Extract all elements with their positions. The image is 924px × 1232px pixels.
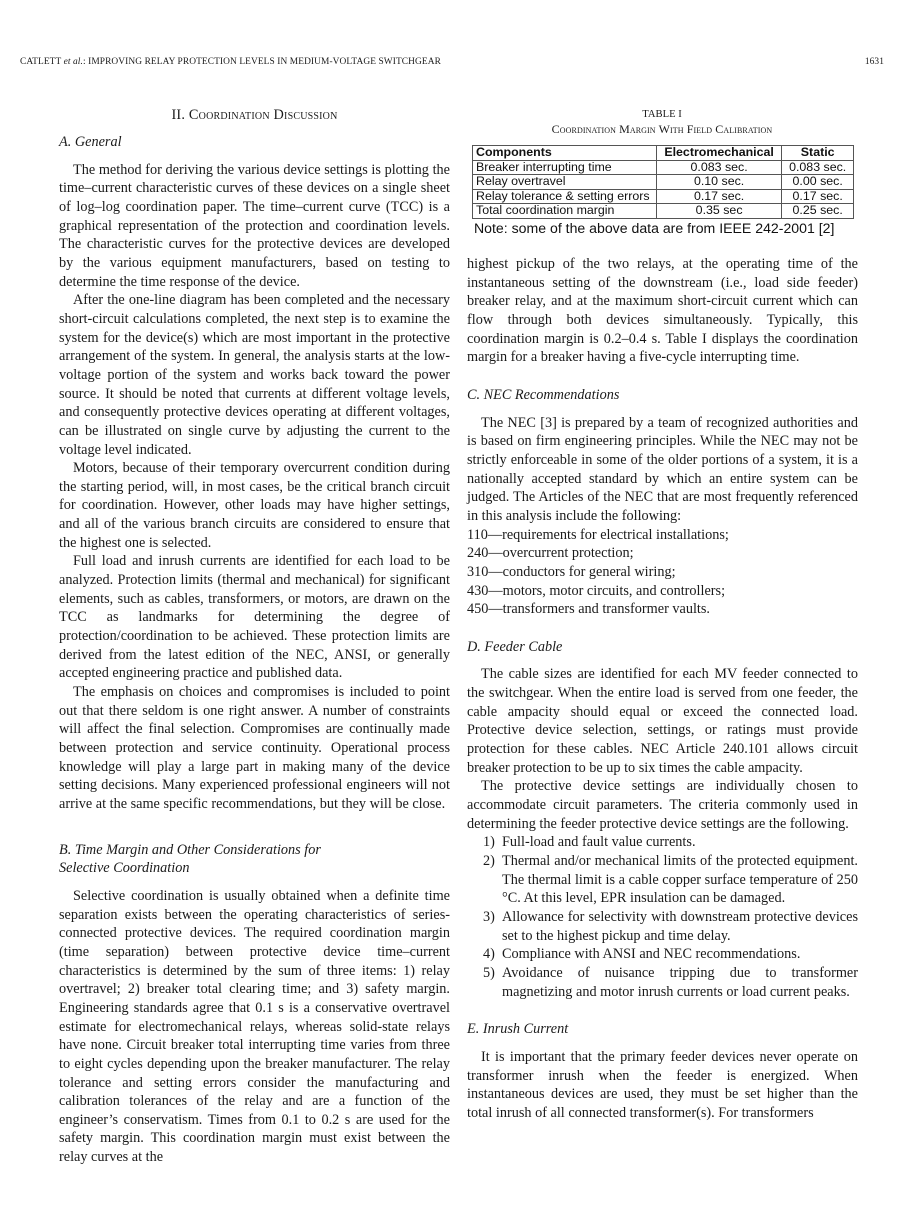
list-item: 1) Full-load and fault value currents. xyxy=(483,834,696,851)
paragraph: The NEC [3] is prepared by a team of recognized authorities and is based on firm engineering principles. While the NEC may not be strictly enforceable in some of the older portions of a system, it is a nationally accepted standard by which an entire system can be judged. The Articles of the NEC that are most frequently referenced in this analysis include the following: xyxy=(467,414,858,524)
paragraph: Full load and inrush currents are identified for each load to be analyzed. Protection limits (thermal and mechanical) for significant elements, such as cables, transformers, or motors, are drawn on the TCC as landmarks for determining the degree of protection/coordination to be achieved. These protection limits are derived from the latest edition of the NEC, ANSI, or generally accepted engineering practice and published data. xyxy=(59,553,450,682)
list-item: 4) Compliance with ANSI and NEC recommendations. xyxy=(483,946,801,963)
list-item: 310—conductors for general wiring; xyxy=(467,563,676,580)
list-item: 110—requirements for electrical installations; xyxy=(467,526,729,543)
paragraph: Motors, because of their temporary overcurrent condition during the starting period, will, in most cases, be the critical branch circuit for coordination. However, other loads may have higher settings, and all of the various branch circuits are considered to ensure that the highest one is selected. xyxy=(59,460,450,551)
right-column xyxy=(467,255,858,1123)
column-header-static: Static xyxy=(782,146,854,161)
list-item: 5) Avoidance of nuisance tripping due to transformer magnetizing and motor inrush currents or load current peaks. xyxy=(483,964,858,1000)
subsection-heading-general: A. General xyxy=(59,134,122,150)
table-cell: 0.25 sec. xyxy=(782,204,854,219)
paragraph: It is important that the primary feeder devices never operate on transformer inrush when the feeder is energized. When instantaneous devices are used, they must be set higher than the total inrush of all connected transformer(s). For transformers xyxy=(467,1048,858,1121)
paragraph: The emphasis on choices and compromises is included to point out that there seldom is one right answer. A number of constraints will affect the final selection. Compromises are continually made between protection and service continuity. Operational process knowledge will play a large part in making many of the device setting decisions. Many experienced professional engineers will not arrive at the same specific recommendations, but they will be close. xyxy=(59,684,450,812)
table-cell: 0.10 sec. xyxy=(656,175,782,190)
list-item: 430—motors, motor circuits, and controllers; xyxy=(467,582,726,599)
et-al: et al. xyxy=(63,57,83,67)
paragraph-continuation: highest pickup of the two relays, at the operating time of the instantaneous setting of the downstream (i.e., load side feeder) breaker relay, and at the maximum short-circuit current which can flow through both devices simultaneously. Typically, this coordination margin is 0.2–0.4 s. Table I displays the coordination margin for a breaker having a five-cycle interrupting time. xyxy=(467,256,858,366)
running-head-title: CATLETT et al.: IMPROVING RELAY PROTECTION LEVELS IN MEDIUM-VOLTAGE SWITCHGEAR xyxy=(20,57,441,67)
table-cell: 0.083 sec. xyxy=(782,160,854,175)
paragraph: After the one-line diagram has been completed and the necessary short-circuit calculations completed, the next step is to examine the system for the device(s) which are most important in the protective arrangement of the system. In general, the analysis starts at the low-voltage portion of the system and works back toward the power source. It should be noted that currents at different voltage levels, and consequently protective devices operating at different voltages, can be illustrated on single curve by adjusting the current to the voltage level indicated. xyxy=(59,292,450,458)
table-cell: Relay overtravel xyxy=(473,175,657,190)
column-header-components: Components xyxy=(473,146,657,161)
table-cell: 0.17 sec. xyxy=(656,189,782,204)
paragraph: The cable sizes are identified for each MV feeder connected to the switchgear. When the entire load is served from one feeder, the cable ampacity should equal or exceed the connected load. Protective device selection, settings, or ratings must provide protection for these cables. NEC Article 240.101 allows circuit breaker protection to be up to six times the cable ampacity. xyxy=(467,666,858,776)
nec-articles-list xyxy=(467,526,858,619)
left-column xyxy=(59,106,450,1167)
table-row xyxy=(473,160,854,175)
section-title: II. Coordination Discussion xyxy=(171,107,338,123)
table-cell: Total coordination margin xyxy=(473,204,657,219)
paragraph: The protective device settings are individually chosen to accommodate circuit parameters. The criteria commonly used in determining the feeder protective device settings are the following. xyxy=(467,778,858,832)
paragraph: The method for deriving the various device settings is plotting the time–current characteristic curves of these devices on a single sheet of log–log coordination paper. The time–current curve (TCC) is a graphical representation of the protection and coordination levels. The characteristic curves for the protective devices are developed by the various equipment manufacturers, based on testing to determine the time response of the device. xyxy=(59,161,450,290)
subsection-heading-feeder-cable: D. Feeder Cable xyxy=(467,638,563,655)
table-label: TABLE I xyxy=(642,109,682,120)
table-note: Note: some of the above data are from IEEE 242-2001 [2] xyxy=(474,220,835,236)
table-header-row xyxy=(473,146,854,161)
column-header-electromechanical: Electromechanical xyxy=(656,146,782,161)
list-item: 240—overcurrent protection; xyxy=(467,545,634,562)
coordination-margin-table xyxy=(472,145,854,219)
table-cell: 0.00 sec. xyxy=(782,175,854,190)
table-row xyxy=(473,204,854,219)
list-item: 450—transformers and transformer vaults. xyxy=(467,601,710,618)
subsection-heading-inrush-current: E. Inrush Current xyxy=(467,1021,569,1038)
paragraph: Selective coordination is usually obtained when a definite time separation exists between the operating characteristics of series-connected protective devices. The required coordination margin (time separation) between protective device time–current characteristics is determined by the sum of three items: 1) relay overtravel; 2) breaker total clearing time; and 3) safety margin. Engineering standards agree that 0.1 s is a conservative overtravel estimate for electromechanical relays, whereas solid-state relays have none. Circuit breaker total interrupting time varies from three to eight cycles depending upon the breaker manufacturer. The relay tolerance and setting errors consider the manufacturing and calibration tolerances of the relay and are a function of the engineer’s conservatism. Times from 0.1 to 0.2 s are used for the safety margin. This coordination margin must exist between the relay curves at the xyxy=(59,887,450,1166)
subsection-heading-time-margin: B. Time Margin and Other Considerations for Selective Coordination xyxy=(59,841,321,877)
criteria-list xyxy=(467,833,858,1001)
table-row xyxy=(473,189,854,204)
subsection-heading-nec: C. NEC Recommendations xyxy=(467,386,620,403)
table-title: Coordination Margin With Field Calibration xyxy=(551,122,773,136)
table-cell: 0.17 sec. xyxy=(782,189,854,204)
table-cell: Breaker interrupting time xyxy=(473,160,657,175)
list-item: 2) Thermal and/or mechanical limits of the protected equipment. The thermal limit is a cable copper surface temperature of 250 °C. At this level, EPR insulation can be damaged. xyxy=(483,853,858,907)
table-row xyxy=(473,175,854,190)
table-caption xyxy=(466,108,858,136)
table-cell: 0.083 sec. xyxy=(656,160,782,175)
page-number: 1631 xyxy=(864,57,884,67)
table-cell: 0.35 sec xyxy=(656,204,782,219)
list-item: 3) Allowance for selectivity with downstream protective devices set to the highest pickup and time delay. xyxy=(483,909,858,944)
table-cell: Relay tolerance & setting errors xyxy=(473,189,657,204)
